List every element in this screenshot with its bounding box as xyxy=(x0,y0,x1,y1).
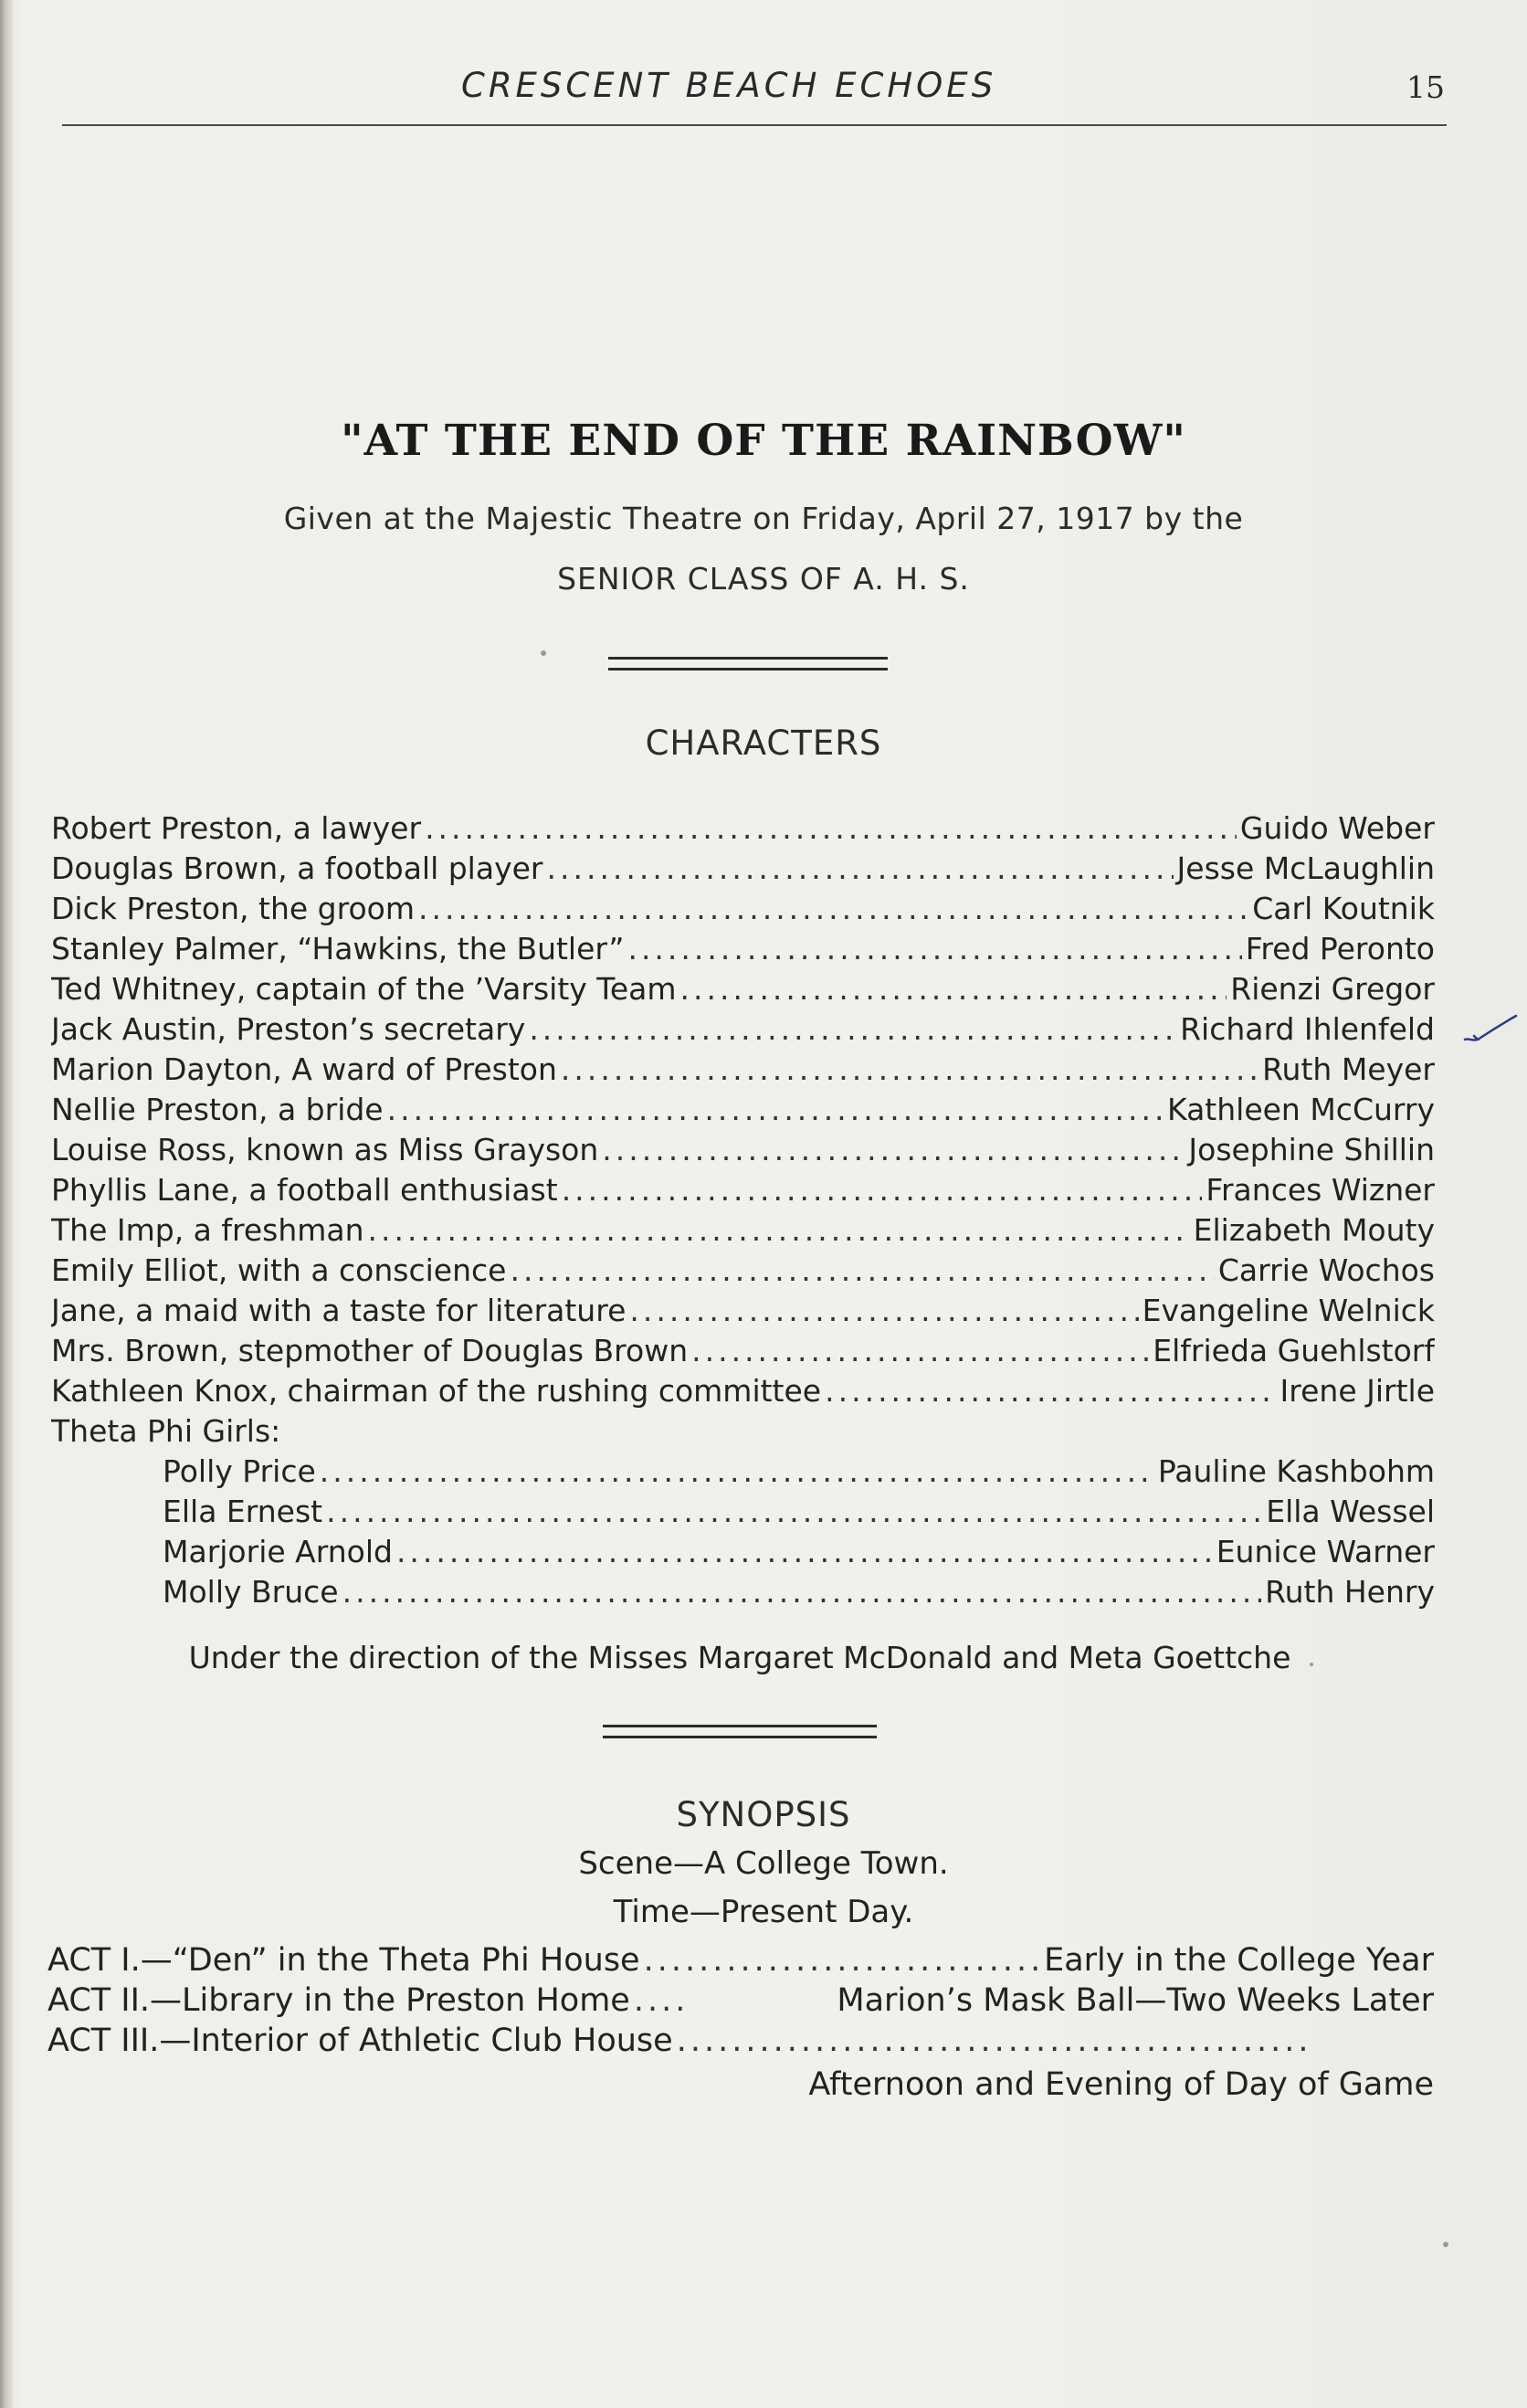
dot-leader xyxy=(602,1130,1185,1170)
dot-leader xyxy=(680,969,1227,1009)
role: Robert Preston, a lawyer xyxy=(51,810,422,846)
actor: Carrie Wochos xyxy=(1217,1252,1435,1288)
actor: Evangeline Welnick xyxy=(1142,1293,1435,1328)
actor: Ruth Meyer xyxy=(1262,1051,1435,1087)
dot-leader xyxy=(644,1940,1040,1980)
role: Kathleen Knox, chairman of the rushing committee xyxy=(51,1373,822,1409)
dot-leader xyxy=(561,1050,1258,1090)
cast-row xyxy=(51,969,1435,1009)
cast-row xyxy=(51,1291,1435,1331)
dot-leader xyxy=(627,929,1241,969)
dot-leader xyxy=(418,889,1248,929)
dot-leader xyxy=(825,1371,1276,1411)
act-row xyxy=(47,2021,1317,2061)
header-rule xyxy=(62,124,1447,126)
paper-speck xyxy=(1443,2242,1448,2247)
act-setting: ACT I.—“Den” in the Theta Phi House xyxy=(47,1942,640,1979)
role: Louise Ross, known as Miss Grayson xyxy=(51,1132,599,1167)
act-row xyxy=(47,1940,1434,1980)
role: Polly Price xyxy=(163,1453,316,1489)
cast-group-label xyxy=(51,1411,1435,1452)
role: Phyllis Lane, a football enthusiast xyxy=(51,1172,558,1208)
journal-title: CRESCENT BEACH ECHOES xyxy=(461,66,997,105)
dot-leader xyxy=(342,1572,1262,1612)
actor: Irene Jirtle xyxy=(1280,1373,1435,1409)
cast-row xyxy=(51,889,1435,929)
group-label: Theta Phi Girls: xyxy=(51,1413,281,1449)
actor: Guido Weber xyxy=(1239,810,1435,846)
cast-list xyxy=(51,808,1435,1612)
paper-speck xyxy=(1310,1663,1313,1666)
actor: Pauline Kashbohm xyxy=(1157,1453,1435,1489)
actor: Jesse McLaughlin xyxy=(1176,850,1435,886)
actor: Elfrieda Guehlstorf xyxy=(1153,1333,1435,1368)
synopsis-heading: SYNOPSIS xyxy=(676,1795,851,1834)
dot-leader xyxy=(691,1331,1149,1371)
actor: Rienzi Gregor xyxy=(1230,971,1435,1007)
cast-row xyxy=(51,1050,1435,1090)
role: Nellie Preston, a bride xyxy=(51,1092,384,1127)
act-setting: ACT II.—Library in the Preston Home xyxy=(47,1982,630,2019)
dot-leader xyxy=(320,1452,1154,1492)
act-three-time: Afternoon and Evening of Day of Game xyxy=(808,2066,1434,2103)
role: Molly Bruce xyxy=(163,1574,339,1610)
role: Stanley Palmer, “Hawkins, the Butler” xyxy=(51,931,625,966)
cast-row xyxy=(51,1130,1435,1170)
actor: Richard Ihlenfeld xyxy=(1180,1011,1435,1047)
cast-row xyxy=(51,1331,1435,1371)
role: Emily Elliot, with a conscience xyxy=(51,1252,507,1288)
cast-row xyxy=(51,929,1435,969)
cast-row xyxy=(51,1572,1435,1612)
dot-leader xyxy=(326,1492,1262,1532)
running-head xyxy=(0,66,1527,111)
paper-speck xyxy=(541,650,546,656)
role: Marjorie Arnold xyxy=(163,1534,393,1569)
synopsis-time: Time—Present Day. xyxy=(613,1894,914,1930)
dot-leader xyxy=(368,1210,1190,1251)
cast-row xyxy=(51,1009,1435,1050)
characters-heading: CHARACTERS xyxy=(645,723,882,763)
role: Mrs. Brown, stepmother of Douglas Brown xyxy=(51,1333,689,1368)
section-divider xyxy=(608,657,888,671)
role: Douglas Brown, a football player xyxy=(51,850,543,886)
act-time: Marion’s Mask Ball—Two Weeks Later xyxy=(837,1982,1434,2019)
pen-checkmark-icon xyxy=(1461,1014,1518,1045)
section-divider xyxy=(603,1725,877,1738)
dot-leader xyxy=(634,1980,689,2021)
actor: Eunice Warner xyxy=(1216,1534,1435,1569)
cast-row xyxy=(51,1371,1435,1411)
actor: Carl Koutnik xyxy=(1252,891,1435,926)
dot-leader xyxy=(546,849,1173,889)
role: Ella Ernest xyxy=(163,1494,323,1529)
direction-credit: Under the direction of the Misses Margaret McDonald and Meta Goettche xyxy=(188,1640,1291,1675)
cast-row xyxy=(51,1210,1435,1251)
actor: Kathleen McCurry xyxy=(1167,1092,1435,1127)
actor: Ruth Henry xyxy=(1265,1574,1435,1610)
dot-leader xyxy=(396,1532,1213,1572)
cast-row xyxy=(51,1090,1435,1130)
dot-leader xyxy=(677,2021,1313,2061)
cast-row xyxy=(51,808,1435,849)
actor: Frances Wizner xyxy=(1206,1172,1435,1208)
page-number: 15 xyxy=(1406,69,1445,105)
dot-leader xyxy=(629,1291,1138,1331)
acts-list xyxy=(47,1940,1434,2061)
role: The Imp, a freshman xyxy=(51,1212,364,1248)
performance-line: Given at the Majestic Theatre on Friday, April 27, 1917 by the xyxy=(283,501,1244,536)
cast-row xyxy=(51,1532,1435,1572)
dot-leader xyxy=(529,1009,1176,1050)
role: Ted Whitney, captain of the ’Varsity Team xyxy=(51,971,677,1007)
class-line: SENIOR CLASS OF A. H. S. xyxy=(557,561,970,597)
act-time: Early in the College Year xyxy=(1044,1942,1434,1979)
act-setting: ACT III.—Interior of Athletic Club House xyxy=(47,2023,673,2059)
actor: Fred Peronto xyxy=(1245,931,1435,966)
role: Dick Preston, the groom xyxy=(51,891,415,926)
cast-row xyxy=(51,1452,1435,1492)
actor: Ella Wessel xyxy=(1266,1494,1435,1529)
page-binding-edge xyxy=(0,0,13,2408)
cast-row xyxy=(51,1492,1435,1532)
actor: Josephine Shillin xyxy=(1188,1132,1435,1167)
role: Marion Dayton, A ward of Preston xyxy=(51,1051,557,1087)
cast-row xyxy=(51,849,1435,889)
dot-leader xyxy=(510,1251,1214,1291)
dot-leader xyxy=(425,808,1237,849)
dot-leader xyxy=(387,1090,1164,1130)
cast-row xyxy=(51,1170,1435,1210)
act-row xyxy=(47,1980,1434,2021)
cast-row xyxy=(51,1251,1435,1291)
role: Jane, a maid with a taste for literature xyxy=(51,1293,627,1328)
synopsis-scene: Scene—A College Town. xyxy=(578,1845,949,1882)
play-title: "AT THE END OF THE RAINBOW" xyxy=(341,416,1186,466)
actor: Elizabeth Mouty xyxy=(1193,1212,1435,1248)
dot-leader xyxy=(562,1170,1203,1210)
role: Jack Austin, Preston’s secretary xyxy=(51,1011,526,1047)
